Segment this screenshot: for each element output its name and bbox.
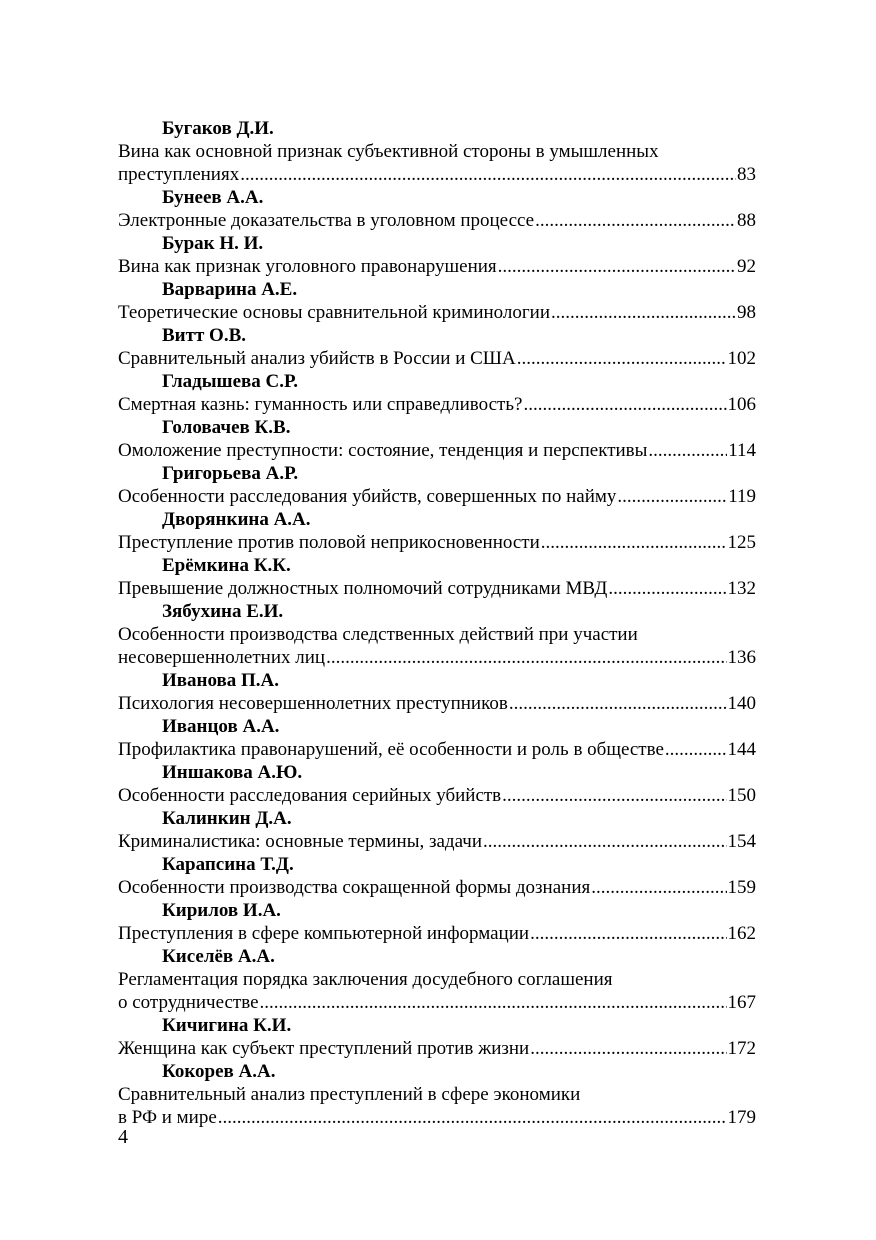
- toc-page-number: 150: [727, 785, 756, 806]
- toc-author: Бунеев А.А.: [162, 187, 264, 208]
- toc-title-row: [118, 738, 756, 761]
- toc-page-number: 88: [737, 210, 756, 231]
- toc-dot-leader: [509, 692, 727, 715]
- toc-author: Витт О.В.: [162, 325, 246, 346]
- toc-entry: [118, 1060, 756, 1129]
- toc-title-text: Смертная казнь: гуманность или справедливость?: [118, 394, 523, 415]
- toc-title-row: [118, 922, 756, 945]
- toc-dot-leader: [483, 830, 727, 853]
- toc-author: Иншакова А.Ю.: [162, 762, 303, 783]
- toc-title-row: [118, 531, 756, 554]
- toc-entry: [118, 554, 756, 600]
- toc-title-text: Омоложение преступности: состояние, тенденция и перспективы: [118, 440, 648, 461]
- toc-title-row: [118, 1037, 756, 1060]
- toc-dot-leader: [260, 991, 727, 1014]
- toc-title-row: [118, 577, 756, 600]
- toc-dot-leader: [617, 485, 727, 508]
- toc-author: Зябухина Е.И.: [162, 601, 284, 622]
- toc-author: Головачев К.В.: [162, 417, 291, 438]
- toc-entry: [118, 508, 756, 554]
- toc-page-number: 119: [728, 486, 756, 507]
- toc-title-text: о сотрудничестве: [118, 992, 259, 1013]
- toc-author: Калинкин Д.А.: [162, 808, 292, 829]
- toc-entry: [118, 807, 756, 853]
- toc-entry: [118, 669, 756, 715]
- toc-title-row: [118, 991, 756, 1014]
- toc-dot-leader: [608, 577, 726, 600]
- toc-entry: [118, 761, 756, 807]
- toc-entry: [118, 186, 756, 232]
- toc-title-row: [118, 485, 756, 508]
- toc-author: Кокорев А.А.: [162, 1061, 276, 1082]
- toc-page-number: 92: [737, 256, 756, 277]
- toc-entry: [118, 370, 756, 416]
- toc-dot-leader: [535, 209, 736, 232]
- toc-entry: [118, 853, 756, 899]
- toc-title-text: Особенности расследования серийных убийств: [118, 785, 502, 806]
- toc-title-text: Вина как признак уголовного правонарушения: [118, 256, 497, 277]
- toc-author: Иванова П.А.: [162, 670, 280, 691]
- toc-page-number: 144: [727, 739, 756, 760]
- toc-page-number: 106: [727, 394, 756, 415]
- toc-title-row: [118, 1106, 756, 1129]
- toc-entry: [118, 278, 756, 324]
- toc-entry: [118, 117, 756, 186]
- toc-entry: [118, 232, 756, 278]
- toc-title-row: [118, 301, 756, 324]
- toc-title-text: Превышение должностных полномочий сотрудниками МВД: [118, 578, 608, 599]
- toc-page-number: 125: [727, 532, 756, 553]
- toc-title-line: Вина как основной признак субъективной стороны в умышленных: [118, 141, 659, 162]
- toc-dot-leader: [240, 163, 736, 186]
- toc-title-text: Преступление против половой неприкосновенности: [118, 532, 540, 553]
- toc-title-row: [118, 784, 756, 807]
- toc-entry: [118, 462, 756, 508]
- toc-page-number: 159: [727, 877, 756, 898]
- toc-page-number: 154: [727, 831, 756, 852]
- toc-author: Карапсина Т.Д.: [162, 854, 294, 875]
- toc-dot-leader: [498, 255, 736, 278]
- toc-entry: [118, 945, 756, 1014]
- toc-title-row: [118, 163, 756, 186]
- toc-title-text: несовершеннолетних лиц: [118, 647, 326, 668]
- toc-dot-leader: [530, 1037, 726, 1060]
- toc-author: Бурак Н. И.: [162, 233, 264, 254]
- toc-entry: [118, 899, 756, 945]
- toc-title-row: [118, 347, 756, 370]
- toc-author: Григорьева А.Р.: [162, 463, 299, 484]
- toc-dot-leader: [648, 439, 727, 462]
- toc-dot-leader: [218, 1106, 727, 1129]
- toc-page-number: 136: [727, 647, 756, 668]
- toc-dot-leader: [523, 393, 726, 416]
- toc-title-text: Криминалистика: основные термины, задачи: [118, 831, 482, 852]
- toc-dot-leader: [665, 738, 727, 761]
- toc-author: Кирилов И.А.: [162, 900, 281, 921]
- toc-page-number: 98: [737, 302, 756, 323]
- toc-title-text: Особенности производства сокращенной формы дознания: [118, 877, 591, 898]
- toc-title-row: [118, 692, 756, 715]
- page-number: 4: [118, 1126, 128, 1148]
- toc-dot-leader: [517, 347, 727, 370]
- toc-title-row: [118, 393, 756, 416]
- toc-title-text: Профилактика правонарушений, её особенности и роль в обществе: [118, 739, 664, 760]
- toc-title-row: [118, 876, 756, 899]
- toc-title-text: Женщина как субъект преступлений против жизни: [118, 1038, 530, 1059]
- toc-page-number: 132: [727, 578, 756, 599]
- toc-title-row: [118, 646, 756, 669]
- toc-page-number: 140: [727, 693, 756, 714]
- toc-page-number: 83: [737, 164, 756, 185]
- toc-dot-leader: [326, 646, 726, 669]
- toc-title-line: Регламентация порядка заключения досудебного соглашения: [118, 969, 613, 990]
- toc-entry: [118, 1014, 756, 1060]
- toc-page-number: 102: [727, 348, 756, 369]
- toc-entry: [118, 715, 756, 761]
- toc-dot-leader: [551, 301, 736, 324]
- toc-author: Варварина А.Е.: [162, 279, 298, 300]
- toc-author: Гладышева С.Р.: [162, 371, 298, 392]
- table-of-contents: [118, 117, 756, 1129]
- toc-title-text: Особенности расследования убийств, совершенных по найму: [118, 486, 617, 507]
- toc-author: Киселёв А.А.: [162, 946, 275, 967]
- toc-title-text: Психология несовершеннолетних преступников: [118, 693, 508, 714]
- toc-title-row: [118, 830, 756, 853]
- toc-title-line: Сравнительный анализ преступлений в сфере экономики: [118, 1084, 581, 1105]
- toc-title-text: Электронные доказательства в уголовном процессе: [118, 210, 535, 231]
- toc-title-text: Преступления в сфере компьютерной информации: [118, 923, 530, 944]
- toc-dot-leader: [502, 784, 726, 807]
- toc-page-number: 114: [728, 440, 756, 461]
- toc-entry: [118, 416, 756, 462]
- toc-page-number: 162: [727, 923, 756, 944]
- toc-title-text: Сравнительный анализ убийств в России и США: [118, 348, 516, 369]
- toc-entry: [118, 600, 756, 669]
- toc-author: Бугаков Д.И.: [162, 118, 274, 139]
- toc-entry: [118, 324, 756, 370]
- toc-title-text: Теоретические основы сравнительной криминологии: [118, 302, 551, 323]
- toc-author: Кичигина К.И.: [162, 1015, 292, 1036]
- toc-title-text: в РФ и мире: [118, 1107, 217, 1128]
- toc-title-row: [118, 439, 756, 462]
- toc-title-line: Особенности производства следственных действий при участии: [118, 624, 638, 645]
- toc-dot-leader: [541, 531, 727, 554]
- toc-page-number: 179: [727, 1107, 756, 1128]
- toc-author: Иванцов А.А.: [162, 716, 280, 737]
- toc-title-text: преступлениях: [118, 164, 240, 185]
- toc-dot-leader: [530, 922, 726, 945]
- toc-page-number: 167: [727, 992, 756, 1013]
- toc-author: Ерёмкина К.К.: [162, 555, 291, 576]
- toc-title-row: [118, 209, 756, 232]
- toc-page-number: 172: [727, 1038, 756, 1059]
- toc-title-row: [118, 255, 756, 278]
- toc-dot-leader: [591, 876, 726, 899]
- toc-author: Дворянкина А.А.: [162, 509, 311, 530]
